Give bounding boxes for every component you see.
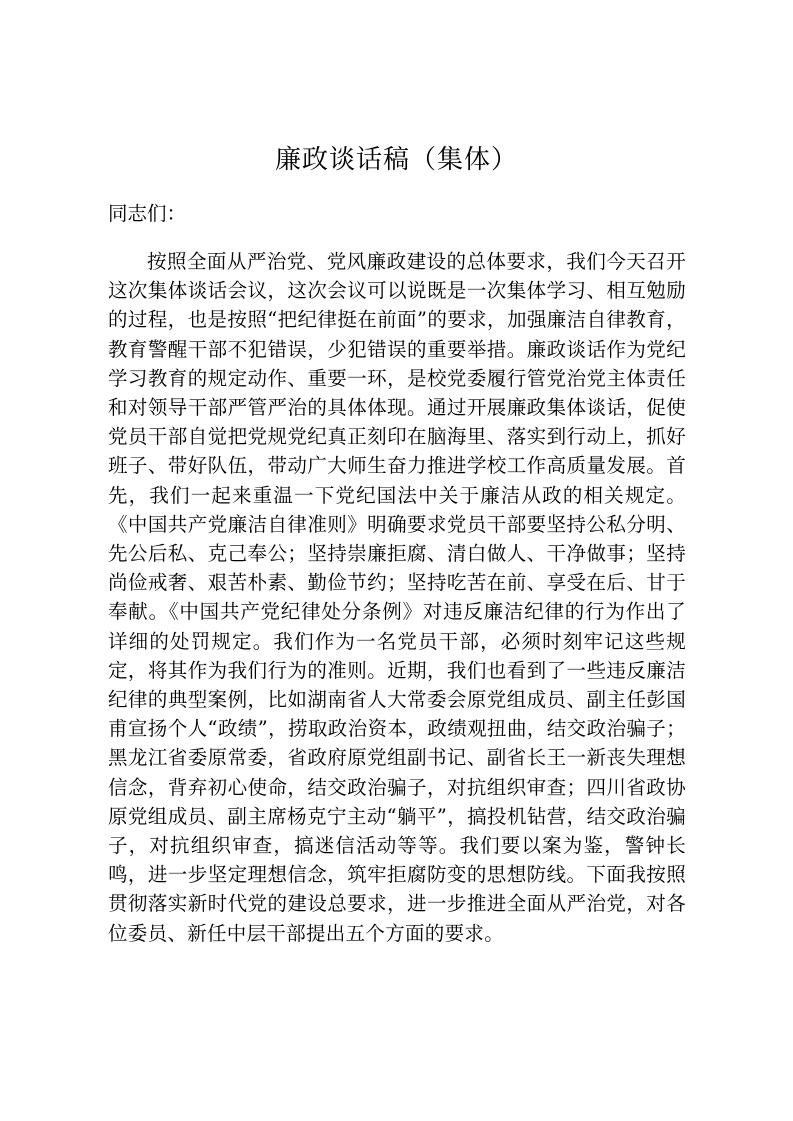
document-title: 廉政谈话稿（集体） [274,145,518,175]
salutation: 同志们： [108,202,187,225]
body-paragraph: 按照全面从严治党、党风廉政建设的总体要求，我们今天召开这次集体谈话会议，这次会议可以说既是一次集体学习、相互勉励的过程，也是按照“把纪律挺在前面”的要求，加强廉洁自律教育，教育警醒干部不犯错误，少犯错误的重要举措。廉政谈话作为党纪学习教育的规定动作、重要一环，是校党委履行管党治党主体责任和对领导干部严管严治的具体体现。通过开展廉政集体谈话，促使党员干部自觉把党规党纪真正刻印在脑海里、落实到行动上，抓好班子、带好队伍，带动广大师生奋力推进学校工作高质量发展。首先，我们一起来重温一下党纪国法中关于廉洁从政的相关规定。《中国共产党廉洁自律准则》明确要求党员干部要坚持公私分明、先公后私、克己奉公；坚持崇廉拒腐、清白做人、干净做事；坚持尚俭戒奢、艰苦朴素、勤俭节约；坚持吃苦在前、享受在后、甘于奉献。《中国共产党纪律处分条例》对违反廉洁纪律的行为作出了详细的处罚规定。我们作为一名党员干部，必须时刻牢记这些规定，将其作为我们行为的准则。近期，我们也看到了一些违反廉洁纪律的典型案例，比如湖南省人大常委会原党组成员、副主任彭国甫宣扬个人“政绩”，捞取政治资本，政绩观扭曲，结交政治骗子；黑龙江省委原常委，省政府原党组副书记、副省长王一新丧失理想信念，背弃初心使命，结交政治骗子，对抗组织审查；四川省政协原党组成员、副主席杨克宁主动“躺平”，搞投机钻营，结交政治骗子，对抗组织审查，搞迷信活动等等。我们要以案为鉴，警钟长鸣，进一步坚定理想信念，筑牢拒腐防变的思想防线。下面我按照贯彻落实新时代党的建设总要求，进一步推进全面从严治党，对各位委员、新任中层干部提出五个方面的要求。 [108,250,686,945]
